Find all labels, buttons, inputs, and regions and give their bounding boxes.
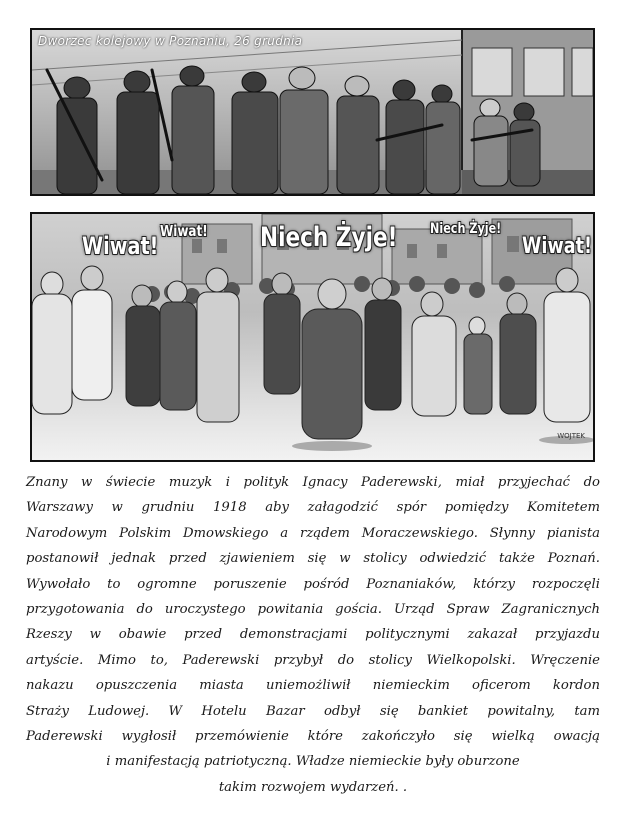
story-line: Straży Ludowej. W Hotelu Bazar odbył się bankiet powitalny, tam	[26, 703, 600, 719]
story-line: Wywołało to ogromne poruszenie pośród Poznaniaków, którzy rozpoczęli	[26, 576, 600, 592]
story-line: przygotowania do uroczystego powitania gościa. Urząd Spraw Zagranicznych	[26, 602, 600, 618]
story-line: artyście. Mimo to, Paderewski przybył do stolicy Wielkopolski. Wręczenie	[26, 652, 600, 668]
station-illustration	[32, 30, 593, 194]
panel-caption: Dworzec kolejowy w Poznaniu, 26 grudnia	[38, 34, 303, 48]
comic-panel-welcome	[30, 212, 595, 462]
story-line: postanowił jednak przed zjawieniem się w stolicy odwiedzić także Poznań.	[26, 551, 600, 567]
shout-text-5: Wiwat!	[522, 234, 593, 259]
story-line: i manifestacją patriotyczną. Władze niemieckie były oburzone	[106, 754, 520, 770]
story-line: Znany w świecie muzyk i polityk Ignacy Paderewski, miał przyjechać do	[26, 475, 600, 490]
shout-text-3: Niech Żyje!	[260, 222, 398, 253]
story-line: Warszawy w grudniu 1918 aby załagodzić spór pomiędzy Komitetem	[26, 500, 600, 516]
artist-signature: WOJTEK	[557, 432, 585, 440]
story-line: takim rozwojem wydarzeń. .	[218, 779, 408, 795]
comic-panel-station	[30, 28, 595, 196]
story-line: Rzeszy w obawie przed demonstracjami politycznymi zakazał przyjazdu	[26, 627, 600, 643]
shout-text-2: Wiwat!	[160, 222, 208, 240]
story-line: Narodowym Polskim Dmowskiego a rządem Moraczewskiego. Słynny pianista	[26, 525, 600, 541]
shout-text-4: Niech Żyje!	[430, 221, 502, 237]
story-text	[26, 470, 600, 800]
shout-text-1: Wiwat!	[82, 232, 159, 260]
story-line: Paderewski wygłosił przemówienie które zakończyło się wielką owacją	[26, 729, 600, 745]
story-line: nakazu opuszczenia miasta uniemożliwił niemieckim oficerom kordon	[26, 678, 600, 694]
